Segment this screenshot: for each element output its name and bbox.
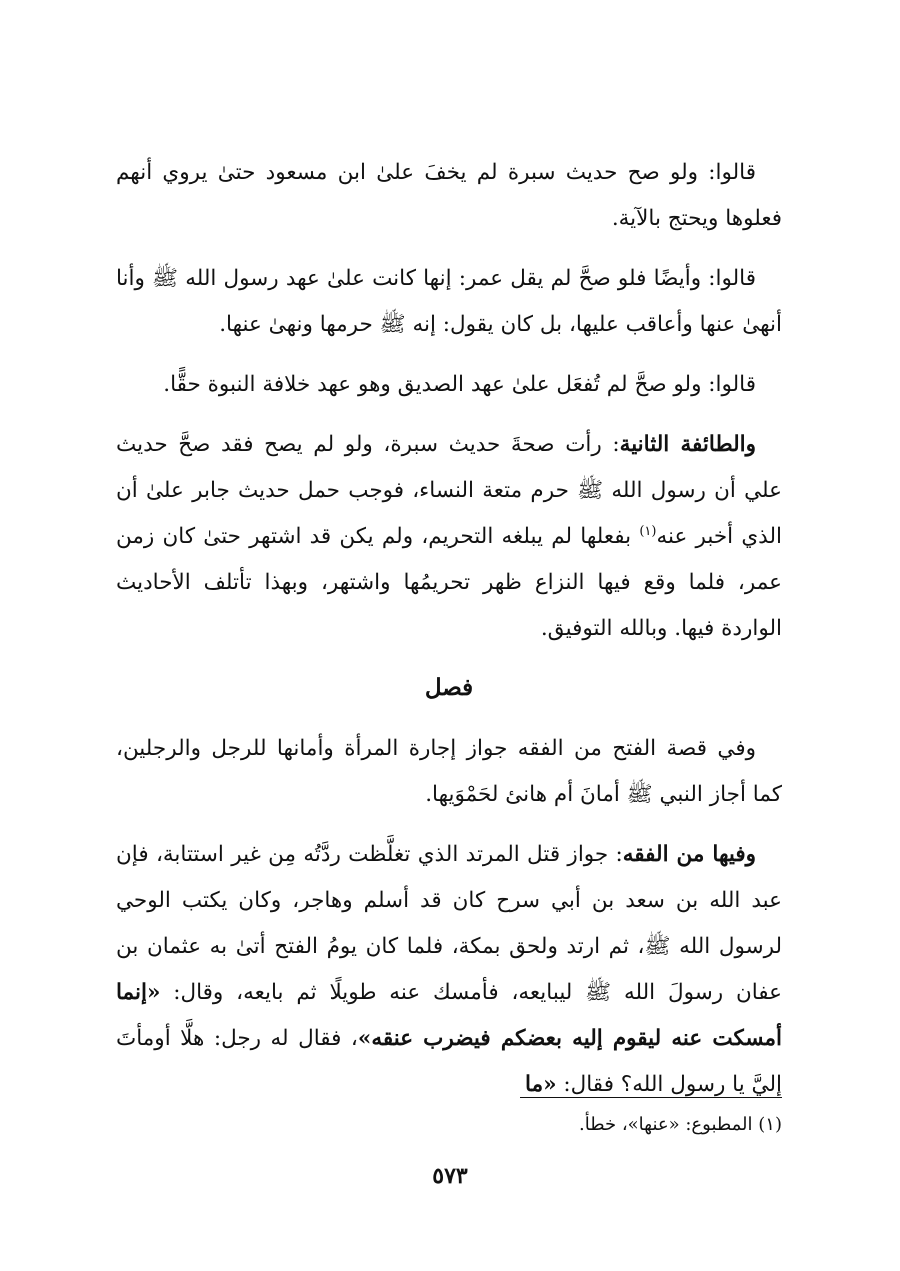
section-title: فصل — [424, 674, 474, 701]
page-body — [116, 150, 782, 1122]
paragraph-5: وفي قصة الفتح من الفقه جواز إجارة المرأة وأمانها للرجل والرجلين، كما أجاز النبي ﷺ أمانَ أم هانئ لحَمْوَيها. — [116, 736, 782, 807]
paragraph-2: قالوا: وأيضًا فلو صحَّ لم يقل عمر: إنها كانت علىٰ عهد رسول الله ﷺ وأنا أنهىٰ عنها وأعاقب عليها، بل كان يقول: إنه ﷺ حرمها ونهىٰ عنها. — [116, 266, 782, 337]
paragraph-6-text-b: ، فقال له رجل: هلَّا أومأتَ إليَّ يا رسول الله؟ فقال: — [116, 1026, 782, 1097]
footnote: (١) المطبوع: «عنها»، خطأ. — [579, 1114, 782, 1135]
paragraph-3: قالوا: ولو صحَّ لم تُفعَل علىٰ عهد الصديق وهو عهد خلافة النبوة حقًّا. — [163, 372, 756, 397]
page-number: ٥٧٣ — [432, 1163, 468, 1189]
paragraph-6 — [116, 832, 782, 1108]
paragraph-6-quote: «إنما أمسكت عنه ليقوم إليه بعضكم فيضرب عنقه» — [116, 980, 782, 1051]
paragraph-4-text-b: بفعلها لم يبلغه التحريم، ولم يكن قد اشتهر حتىٰ كان زمن عمر، فلما وقع فيها النزاع ظهر تحريمُها واشتهر، وبهذا تأتلف الأحاديث الواردة فيها. وبالله التوفيق. — [116, 524, 782, 641]
paragraph-4-text-a: : رأت صحةَ حديث سبرة، ولو لم يصح فقد صحَّ حديث علي أن رسول الله ﷺ حرم متعة النساء، فوجب حمل حديث جابر علىٰ أن الذي أخبر عنه — [116, 432, 782, 549]
paragraph-6-text-a: : جواز قتل المرتد الذي تغلَّظت ردَّتُه مِن غير استتابة، فإن عبد الله بن سعد بن أبي سرح كان قد أسلم وهاجر، وكان يكتب الوحي لرسول الله ﷺ، ثم ارتد ولحق بمكة، فلما كان يومُ الفتح أتىٰ به عثمان بن عفان رسولَ الله ﷺ ليبايعه، فأمسك عنه طويلًا ثم بايعه، وقال: — [116, 842, 782, 1005]
paragraph-1: قالوا: ولو صح حديث سبرة لم يخفَ علىٰ ابن مسعود حتىٰ يروي أنهم فعلوها ويحتج بالآية. — [116, 160, 782, 231]
footnote-marker[interactable]: (١) — [639, 523, 657, 539]
paragraph-4-lead: والطائفة الثانية — [619, 432, 756, 457]
paragraph-4 — [116, 422, 782, 652]
footnote-separator — [520, 1097, 782, 1098]
paragraph-6-lead: وفيها من الفقه — [622, 842, 757, 867]
paragraph-6-end: «ما — [525, 1072, 557, 1097]
